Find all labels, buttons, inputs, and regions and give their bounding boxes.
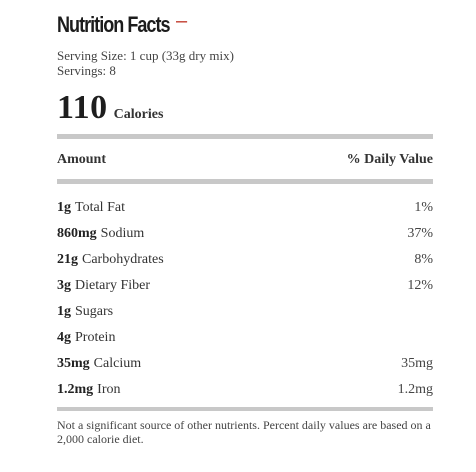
nutrient-amount: 4g <box>57 330 71 345</box>
nutrient-amount: 21g <box>57 252 78 267</box>
serving-info <box>57 48 234 78</box>
nutrient-daily-value: 8% <box>414 252 433 267</box>
nutrient-daily-value: 35mg <box>401 356 433 371</box>
nutrient-amount: 860mg <box>57 226 97 241</box>
nutrient-name: Protein <box>75 330 116 345</box>
calories-value: 110 <box>57 89 108 126</box>
daily-value-header: % Daily Value <box>346 152 433 167</box>
servings-count: Servings: 8 <box>57 63 116 78</box>
nutrient-name: Sodium <box>100 226 145 241</box>
nutrient-amount: 1g <box>57 304 71 319</box>
calories-line <box>57 88 163 128</box>
nutrient-row <box>57 351 433 377</box>
nutrient-name: Carbohydrates <box>82 252 164 267</box>
nutrient-name: Sugars <box>75 304 114 319</box>
divider-bottom <box>57 407 433 411</box>
footnote: Not a significant source of other nutrients. Percent daily values are based on a 2,000 calorie diet. <box>57 418 431 446</box>
nutrient-daily-value: 1.2mg <box>397 382 433 397</box>
nutrient-name: Calcium <box>93 356 142 371</box>
divider-top <box>57 134 433 139</box>
nutrient-row <box>57 195 433 221</box>
panel-title: Nutrition Facts <box>57 12 170 37</box>
divider-header <box>57 179 433 184</box>
nutrient-row <box>57 221 433 247</box>
serving-size: Serving Size: 1 cup (33g dry mix) <box>57 48 234 63</box>
nutrient-row <box>57 273 433 299</box>
calories-label: Calories <box>113 107 164 122</box>
nutrient-daily-value: 37% <box>407 226 433 241</box>
nutrient-name: Iron <box>97 382 121 397</box>
nutrient-list <box>57 195 433 403</box>
nutrient-daily-value: 1% <box>414 200 433 215</box>
nutrient-name: Total Fat <box>75 200 125 215</box>
nutrient-row <box>57 325 433 351</box>
nutrient-row <box>57 377 433 403</box>
nutrient-row <box>57 299 433 325</box>
nutrient-amount: 35mg <box>57 356 90 371</box>
column-headers <box>57 152 433 168</box>
nutrient-name: Dietary Fiber <box>75 278 151 293</box>
amount-header: Amount <box>57 152 107 167</box>
nutrient-row <box>57 247 433 273</box>
nutrient-amount: 3g <box>57 278 71 293</box>
nutrient-daily-value: 12% <box>407 278 433 293</box>
collapse-toggle-button[interactable]: – <box>176 10 188 32</box>
nutrient-amount: 1.2mg <box>57 382 94 397</box>
nutrient-amount: 1g <box>57 200 71 215</box>
